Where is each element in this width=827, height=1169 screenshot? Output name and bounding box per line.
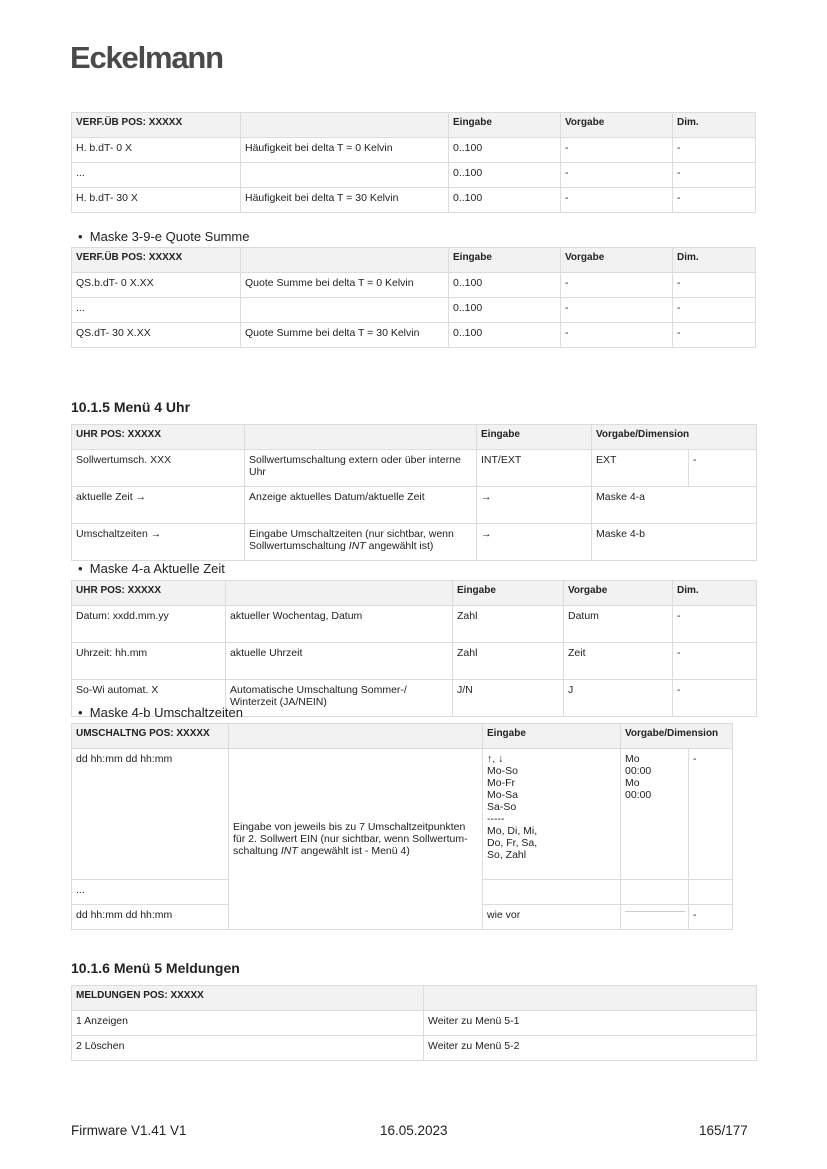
bullet-text: Maske 4-a Aktuelle Zeit (89, 561, 225, 576)
table-row (72, 1036, 757, 1061)
table-cell: dd hh:mm dd hh:mm (72, 905, 229, 930)
table-cell: H. b.dT- 0 X (72, 138, 241, 163)
column-header: Eingabe (483, 724, 621, 749)
table-row (72, 524, 757, 561)
bullet-text: Maske 3-9-e Quote Summe (89, 229, 250, 244)
uhr-table (71, 424, 757, 561)
table-cell: - (673, 273, 756, 298)
table-cell: - (673, 298, 756, 323)
table-cell: - (673, 138, 756, 163)
table-header-row (72, 425, 757, 450)
column-header (241, 248, 449, 273)
table-cell: Mo 00:00 Mo 00:00 (621, 749, 689, 880)
column-header: Vorgabe (561, 248, 673, 273)
table-cell: So-Wi automat. X (72, 680, 226, 717)
column-header: Vorgabe/Dimension (621, 724, 733, 749)
table-cell: ... (72, 298, 241, 323)
table-cell: - (689, 749, 733, 880)
table-cell: aktueller Wochentag, Datum (226, 606, 453, 643)
table-cell: QS.b.dT- 0 X.XX (72, 273, 241, 298)
table-header-row (72, 113, 756, 138)
table-cell: INT/EXT (477, 450, 592, 487)
table-row (72, 163, 756, 188)
column-header: Vorgabe (564, 581, 673, 606)
table-cell: 0..100 (449, 188, 561, 213)
table-cell: 0..100 (449, 298, 561, 323)
table-cell: - (561, 163, 673, 188)
table-cell: Maske 4-b (592, 524, 757, 561)
table-cell: Zeit (564, 643, 673, 680)
footer-firmware: Firmware V1.41 V1 (71, 1123, 187, 1138)
column-header: UMSCHALTNG POS: XXXXX (72, 724, 229, 749)
table-cell: ↑, ↓ Mo-So Mo-Fr Mo-Sa Sa-So ----- Mo, Di, Mi, Do, Fr, Sa, So, Zahl (483, 749, 621, 880)
table-cell: Eingabe Umschaltzeiten (nur sichtbar, wenn Sollwertumschaltung INT angewählt ist) (245, 524, 477, 561)
column-header (226, 581, 453, 606)
table-cell: - (561, 323, 673, 348)
heading-menu-4-uhr: 10.1.5 Menü 4 Uhr (71, 399, 191, 415)
table-cell: - (673, 606, 757, 643)
table-cell: Quote Summe bei delta T = 0 Kelvin (241, 273, 449, 298)
table-cell: Häufigkeit bei delta T = 30 Kelvin (241, 188, 449, 213)
table-cell: 0..100 (449, 138, 561, 163)
table-row (72, 749, 733, 880)
table-cell: - (561, 188, 673, 213)
table-row (72, 643, 757, 680)
column-header: VERF.ÜB POS: XXXXX (72, 113, 241, 138)
table-cell: Datum: xxdd.mm.yy (72, 606, 226, 643)
table-cell: ... (72, 163, 241, 188)
table-cell: J (564, 680, 673, 717)
table-cell: EXT (592, 450, 689, 487)
column-header: MELDUNGEN POS: XXXXX (72, 986, 424, 1011)
table-cell: - (561, 138, 673, 163)
table-row (72, 273, 756, 298)
table-cell: → (477, 487, 592, 524)
table-cell (483, 880, 621, 905)
table-row (72, 138, 756, 163)
table-cell: QS.dT- 30 X.XX (72, 323, 241, 348)
table-cell: wie vor (483, 905, 621, 930)
table-cell: Quote Summe bei delta T = 30 Kelvin (241, 323, 449, 348)
umschaltzeiten-table (71, 723, 733, 930)
table-header-row (72, 581, 757, 606)
table-cell: Weiter zu Menü 5-1 (424, 1011, 757, 1036)
table-cell: - (673, 643, 757, 680)
table-row (72, 487, 757, 524)
table-cell: Zahl (453, 606, 564, 643)
table-cell: Sollwertumschaltung extern oder über interne Uhr (245, 450, 477, 487)
column-header (229, 724, 483, 749)
table-cell: 0..100 (449, 273, 561, 298)
table-cell: Sollwertumsch. XXX (72, 450, 245, 487)
bullet-maske-4-b: • Maske 4-b Umschaltzeiten (78, 705, 243, 720)
column-header: Eingabe (449, 113, 561, 138)
column-header: UHR POS: XXXXX (72, 581, 226, 606)
table-cell (689, 880, 733, 905)
table-cell: - (673, 188, 756, 213)
table-cell: Zahl (453, 643, 564, 680)
table-cell: Automatische Umschaltung Sommer-/ Winterzeit (JA/NEIN) (226, 680, 453, 717)
table-cell: Eingabe von jeweils bis zu 7 Umschaltzeitpunkten für 2. Sollwert EIN (nur sichtbar, wenn Sollwertum-schaltung INT angewählt ist - Menü 4) (229, 749, 483, 930)
table-cell: Anzeige aktuelles Datum/aktuelle Zeit (245, 487, 477, 524)
table-row (72, 606, 757, 643)
table-cell: Uhrzeit: hh.mm (72, 643, 226, 680)
table-cell: 0..100 (449, 163, 561, 188)
table-cell (241, 163, 449, 188)
table-cell: H. b.dT- 30 X (72, 188, 241, 213)
table-cell (241, 298, 449, 323)
table-cell: ... (72, 880, 229, 905)
column-header: Vorgabe/Dimension (592, 425, 757, 450)
table-cell (621, 880, 689, 905)
bullet-maske-3-9-e: • Maske 3-9-e Quote Summe (78, 229, 250, 244)
column-header (241, 113, 449, 138)
column-header: Vorgabe (561, 113, 673, 138)
column-header: Eingabe (453, 581, 564, 606)
table-cell: Datum (564, 606, 673, 643)
bullet-maske-4-a: • Maske 4-a Aktuelle Zeit (78, 561, 225, 576)
column-header: Dim. (673, 248, 756, 273)
bullet-text: Maske 4-b Umschaltzeiten (89, 705, 243, 720)
eckelmann-logo: Eckelmann (70, 40, 223, 75)
table-cell: - (561, 273, 673, 298)
column-header: Dim. (673, 113, 756, 138)
table-cell: - (689, 905, 733, 930)
table-cell: Weiter zu Menü 5-2 (424, 1036, 757, 1061)
column-header: Dim. (673, 581, 757, 606)
column-header: UHR POS: XXXXX (72, 425, 245, 450)
heading-menu-5-meldungen: 10.1.6 Menü 5 Meldungen (71, 960, 240, 976)
table-cell: 2 Löschen (72, 1036, 424, 1061)
table-cell (621, 905, 689, 930)
table-header-row (72, 248, 756, 273)
table-row (72, 450, 757, 487)
quote-summe-table (71, 247, 756, 348)
table-row (72, 298, 756, 323)
table-cell: Umschaltzeiten → (72, 524, 245, 561)
table-row (72, 188, 756, 213)
meldungen-table (71, 985, 757, 1061)
table-cell: → (477, 524, 592, 561)
table-row (72, 1011, 757, 1036)
table-cell: 1 Anzeigen (72, 1011, 424, 1036)
table-cell: - (673, 680, 757, 717)
table-row (72, 323, 756, 348)
table-header-row (72, 986, 757, 1011)
table-cell: Maske 4-a (592, 487, 757, 524)
column-header: Eingabe (477, 425, 592, 450)
table-cell: - (561, 298, 673, 323)
column-header (424, 986, 757, 1011)
column-header (245, 425, 477, 450)
table-cell: - (673, 163, 756, 188)
table-cell: 0..100 (449, 323, 561, 348)
table-cell: - (673, 323, 756, 348)
table-cell: - (689, 450, 757, 487)
column-header: Eingabe (449, 248, 561, 273)
column-header: VERF.ÜB POS: XXXXX (72, 248, 241, 273)
table-header-row (72, 724, 733, 749)
table-cell: aktuelle Uhrzeit (226, 643, 453, 680)
table-cell: dd hh:mm dd hh:mm (72, 749, 229, 880)
verf-ueb-table (71, 112, 756, 213)
table-cell: J/N (453, 680, 564, 717)
table-cell: aktuelle Zeit → (72, 487, 245, 524)
footer-page-number: 165/177 (699, 1123, 748, 1138)
table-cell: Häufigkeit bei delta T = 0 Kelvin (241, 138, 449, 163)
aktuelle-zeit-table (71, 580, 757, 717)
footer-date: 16.05.2023 (380, 1123, 448, 1138)
